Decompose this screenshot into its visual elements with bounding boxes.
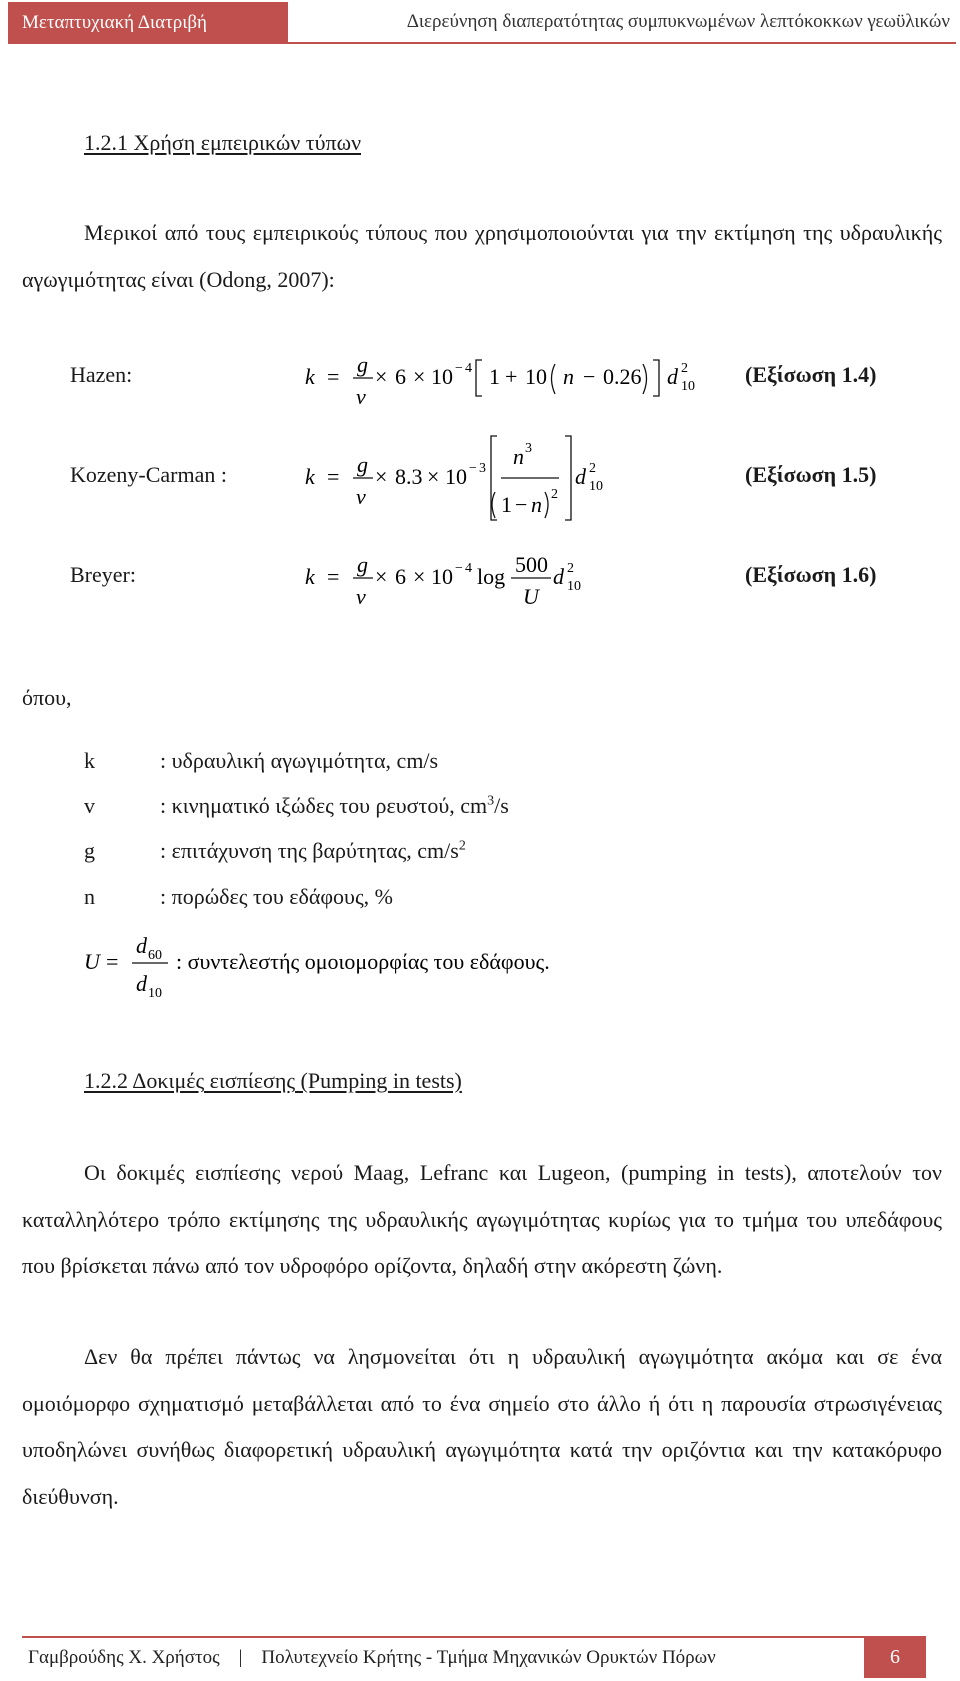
svg-text:−: − [455, 361, 463, 376]
header-thesis-type: Μεταπτυχιακή Διατριβή [8, 2, 288, 44]
equation-name: Breyer: [70, 562, 136, 587]
svg-text:10: 10 [148, 986, 162, 1001]
definition-text: : πορώδες του εδάφους, % [160, 884, 393, 909]
header-thesis-title: Διερεύνηση διαπερατότητας συμπυκνωμένων λεπτόκοκκων γεωϋλικών [288, 2, 956, 44]
where-label: όπου, [22, 685, 72, 710]
svg-text:6: 6 [395, 364, 406, 389]
svg-text:g: g [357, 552, 368, 577]
definition-text: : κινηματικό ιξώδες του ρευστού, $cm^3/s$ [160, 793, 509, 818]
equation-reference: (Εξίσωση 1.5) [745, 462, 877, 487]
svg-text:=: = [106, 949, 119, 974]
definition-symbol: g [84, 838, 95, 863]
svg-text:×: × [375, 464, 388, 489]
svg-text:8.3: 8.3 [395, 464, 423, 489]
definition-k [84, 748, 884, 778]
svg-text:2: 2 [567, 561, 574, 576]
svg-text:10: 10 [525, 364, 547, 389]
svg-text:3: 3 [525, 441, 532, 456]
definition-symbol: n [84, 884, 95, 909]
page-number: 6 [864, 1636, 926, 1678]
definition-text: : υδραυλική αγωγιμότητα, cm/s [160, 748, 439, 773]
svg-text:d: d [136, 971, 147, 996]
definition-g [84, 838, 884, 868]
svg-text:×: × [413, 564, 426, 589]
svg-text:−: − [515, 492, 528, 517]
svg-text:log: log [477, 564, 506, 589]
svg-text:n: n [513, 444, 524, 469]
uniformity-text: : συντελεστής ομοιομορφίας του εδάφους. [176, 949, 550, 974]
svg-text:−: − [455, 561, 463, 576]
definition-u [84, 925, 644, 1011]
svg-text:=: = [327, 364, 340, 389]
svg-text:−: − [583, 364, 596, 389]
svg-text:v: v [356, 384, 366, 409]
svg-text:k: k [305, 564, 315, 589]
svg-text:×: × [413, 364, 426, 389]
svg-text:U: U [84, 949, 100, 974]
equation-kozeny-carman [0, 428, 960, 518]
page-footer [22, 1636, 926, 1678]
svg-text:3: 3 [479, 461, 486, 476]
svg-text:d: d [575, 464, 586, 489]
svg-text:d: d [553, 564, 564, 589]
intro-paragraph: Μερικοί από τους εμπειρικούς τύπους που χρησιμοποιούνται για την εκτίμηση της υδραυλικής αγωγιμότητας είναι (Odong, 2007): [22, 220, 942, 292]
svg-text:10: 10 [567, 579, 581, 594]
footer-author-institution: Γαμβρούδης Χ. Χρήστος | Πολυτεχνείο Κρήτης - Τμήμα Μηχανικών Ορυκτών Πόρων [22, 1636, 864, 1678]
svg-text:2: 2 [681, 361, 688, 376]
equation-reference: (Εξίσωση 1.6) [745, 562, 877, 587]
svg-text:10: 10 [445, 464, 467, 489]
pumping-paragraph-2: Δεν θα πρέπει πάντως να λησμονείται ότι η υδραυλική αγωγιμότητα ακόμα και σε ένα ομοιόμορφο σχηματισμό μεταβάλλεται από το ένα σημείο στο άλλο ή ότι η παρουσία στρωσιγένειας υποδηλώνει συνήθως διαφορετική υδραυλική αγωγιμότητα κατά την οριζόντια και την κατακόρυφο διεύθυνση. [22, 1344, 942, 1509]
pumping-paragraph-1: Οι δοκιμές εισπίεσης νερού Maag, Lefranc και Lugeon, (pumping in tests), αποτελούν τον καταλληλότερο τρόπο εκτίμησης της υδραυλικής αγωγιμότητας κυρίως για το τμήμα του υπεδάφους που βρίσκεται πάνω από τον υδροφόρο ορίζοντα, δηλαδή στην ακόρεστη ζώνη. [22, 1160, 942, 1278]
uniformity-formula [84, 925, 644, 1005]
svg-text:g: g [357, 452, 368, 477]
svg-text:U: U [523, 584, 539, 609]
svg-text:=: = [327, 564, 340, 589]
svg-text:n: n [563, 364, 574, 389]
svg-text:d: d [136, 933, 147, 958]
svg-text:g: g [357, 352, 368, 377]
svg-text:=: = [327, 464, 340, 489]
svg-text:4: 4 [465, 561, 472, 576]
svg-text:×: × [375, 364, 388, 389]
svg-text:10: 10 [431, 364, 453, 389]
breyer-formula [305, 536, 725, 632]
svg-text:×: × [375, 564, 388, 589]
kozeny-carman-formula [305, 428, 725, 534]
svg-text:k: k [305, 364, 315, 389]
svg-text:6: 6 [395, 564, 406, 589]
svg-text:0.26: 0.26 [603, 364, 642, 389]
equation-name: Hazen: [70, 362, 133, 387]
definition-symbol: k [84, 748, 95, 773]
svg-text:500: 500 [515, 552, 548, 577]
svg-text:v: v [356, 584, 366, 609]
equation-name: Kozeny-Carman : [70, 462, 227, 487]
equation-breyer [0, 536, 960, 626]
definition-v [84, 793, 884, 823]
svg-text:2: 2 [551, 487, 558, 502]
svg-text:×: × [427, 464, 440, 489]
svg-text:60: 60 [148, 948, 162, 963]
equation-hazen [0, 340, 960, 430]
definition-text: : επιτάχυνση της βαρύτητας, $cm/s^2$ [160, 838, 466, 863]
equation-reference: (Εξίσωση 1.4) [745, 362, 877, 387]
section-title-pumping-tests: 1.2.2 Δοκιμές εισπίεσης (Pumping in tests) [84, 1068, 462, 1093]
definition-n [84, 884, 884, 914]
svg-text:10: 10 [589, 479, 603, 494]
svg-text:n: n [531, 492, 542, 517]
svg-text:k: k [305, 464, 315, 489]
svg-text:1: 1 [501, 492, 512, 517]
page-header [8, 2, 956, 44]
svg-text:2: 2 [589, 461, 596, 476]
svg-text:+: + [505, 364, 518, 389]
hazen-formula [305, 340, 725, 436]
svg-text:1: 1 [489, 364, 500, 389]
svg-text:−: − [469, 461, 477, 476]
svg-text:10: 10 [431, 564, 453, 589]
svg-text:d: d [667, 364, 678, 389]
svg-text:10: 10 [681, 379, 695, 394]
svg-text:4: 4 [465, 361, 472, 376]
definition-symbol: v [84, 793, 95, 818]
section-title-empirical: 1.2.1 Χρήση εμπειρικών τύπων [84, 130, 362, 155]
svg-text:v: v [356, 484, 366, 509]
